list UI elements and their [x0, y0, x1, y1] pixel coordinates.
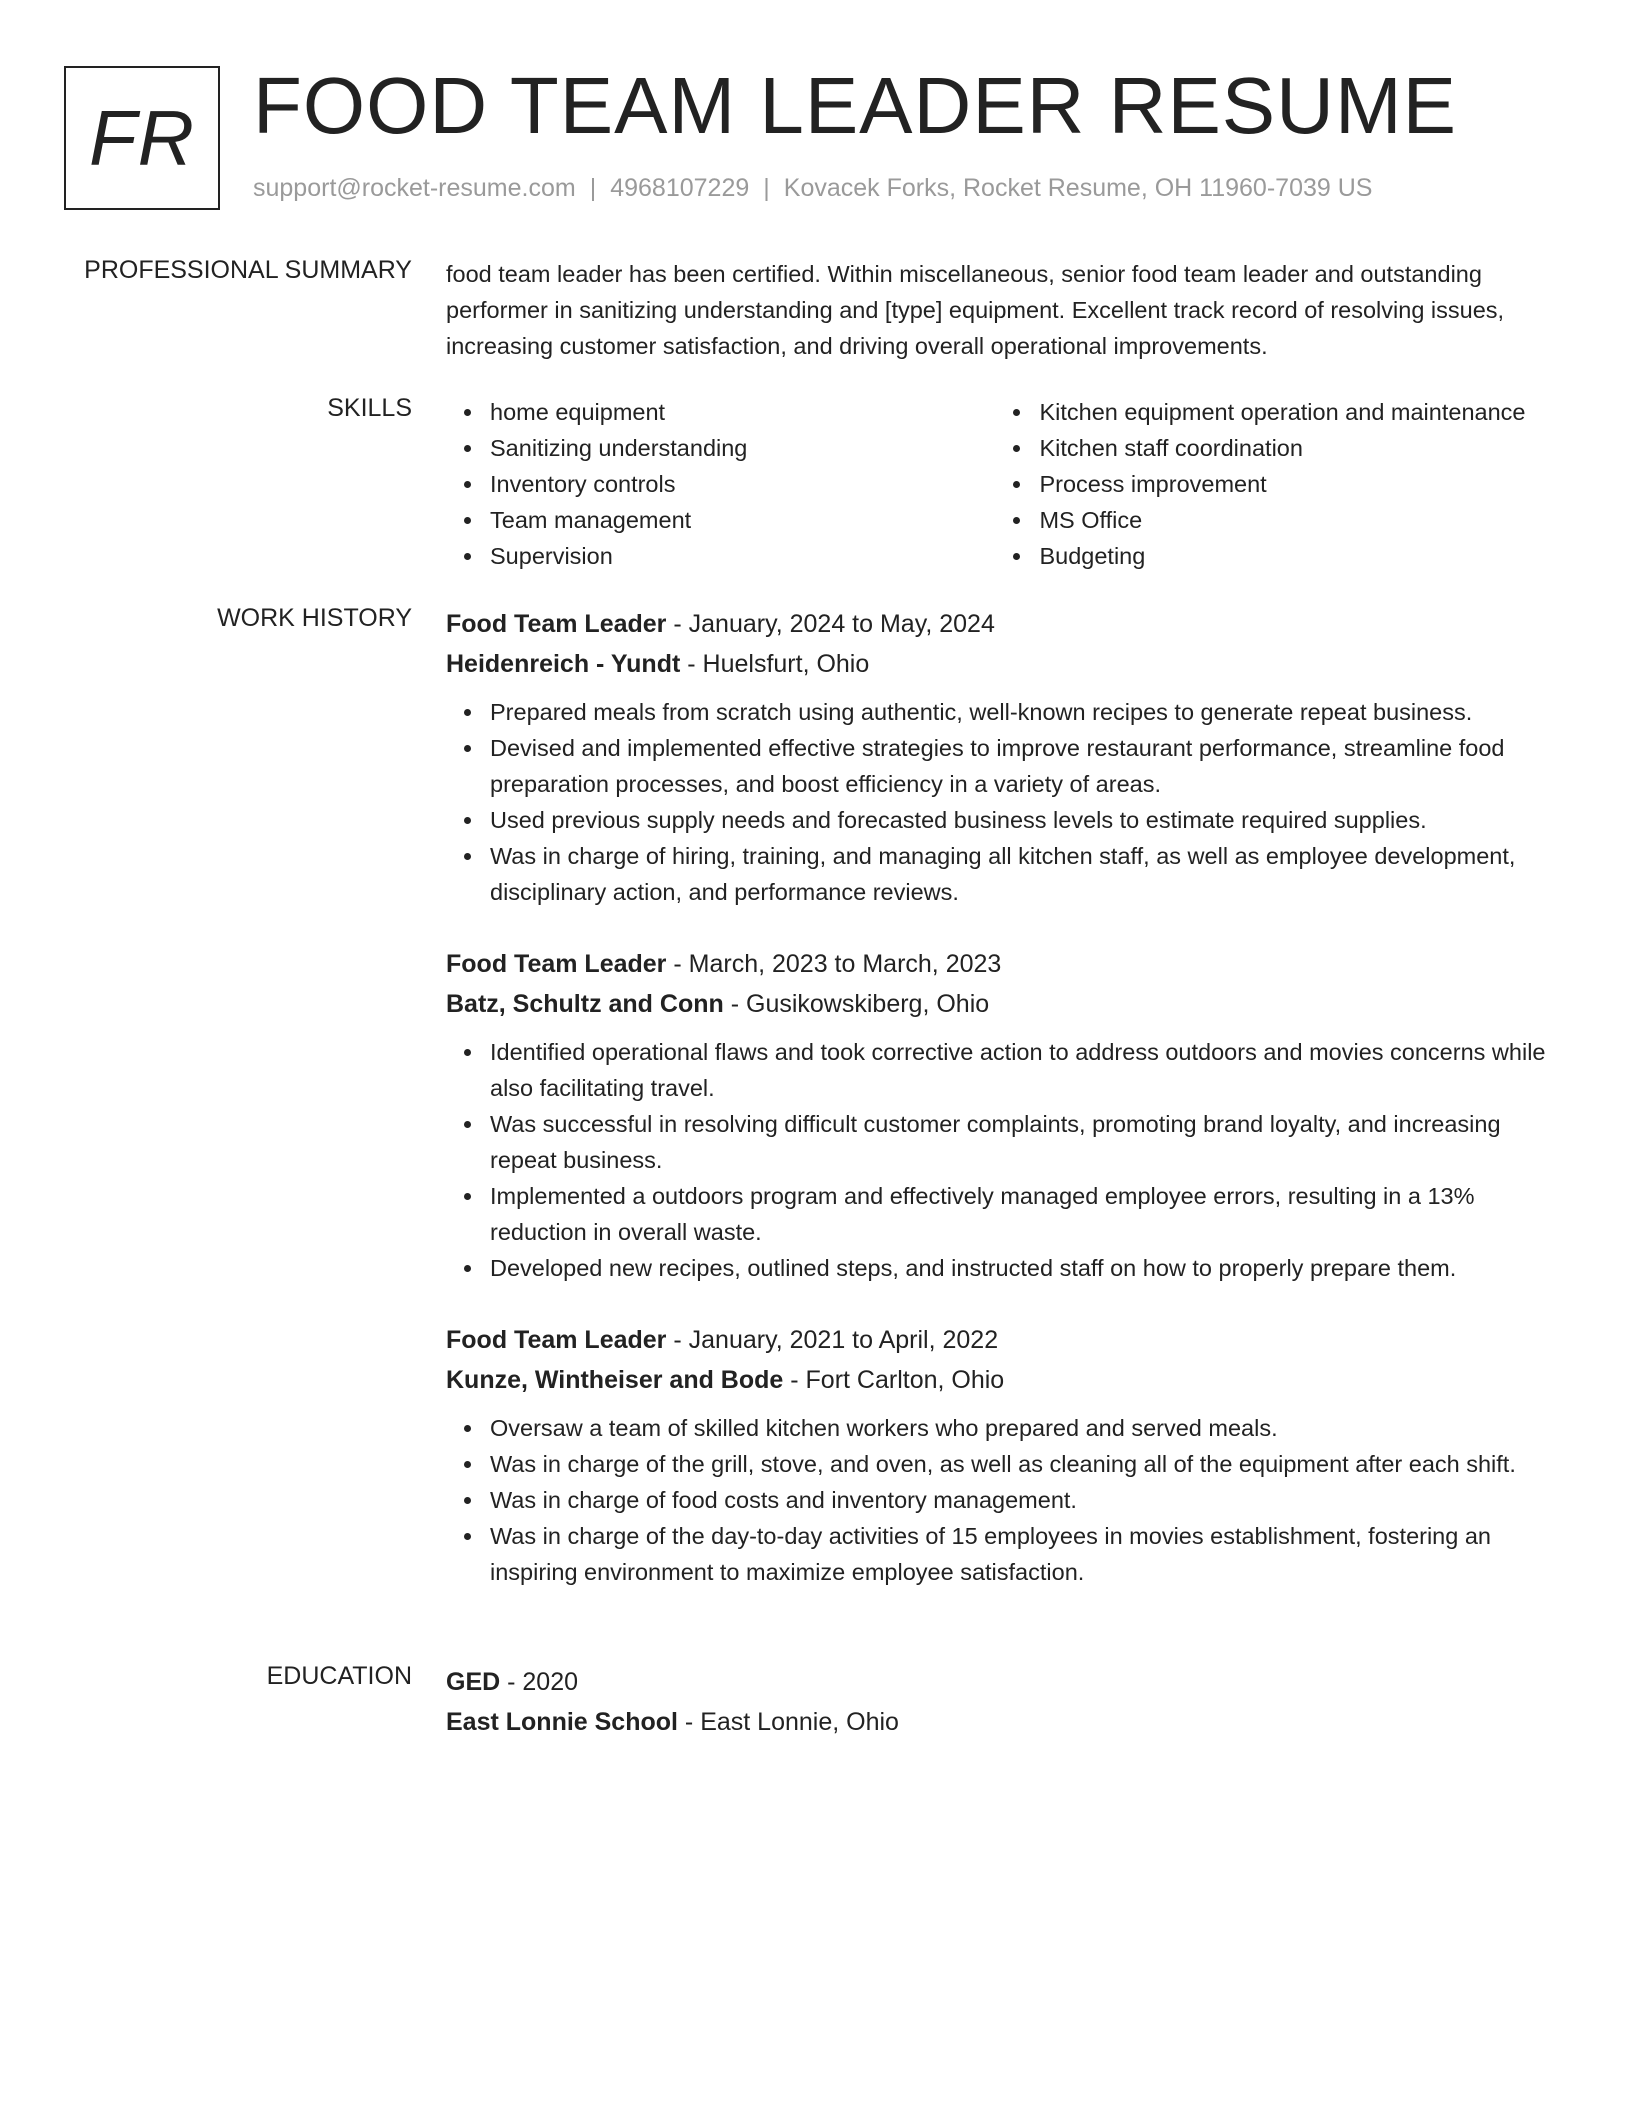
job-company: Kunze, Wintheiser and Bode [446, 1366, 784, 1394]
education-school: East Lonnie School [446, 1708, 678, 1736]
job-entry [446, 1320, 1556, 1590]
contact-phone[interactable]: 4968107229 [610, 174, 750, 202]
job-bullets [446, 1410, 1556, 1590]
contact-separator: | [589, 174, 597, 202]
resume-header [64, 61, 1568, 212]
job-dates: - March, 2023 to March, 2023 [666, 950, 1002, 978]
skill-item: Supervision [490, 538, 995, 574]
skills-column-right [995, 394, 1556, 574]
skills-column-left [446, 394, 995, 574]
job-bullet: Was in charge of the day-to-day activities of 15 employees in movies establishment, fostering an inspiring environment to maximize employee satisfaction. [490, 1518, 1556, 1590]
section-label-education: EDUCATION [266, 1662, 412, 1690]
job-bullets [446, 694, 1556, 910]
job-title-line [446, 604, 1556, 644]
job-bullet: Was successful in resolving difficult customer complaints, promoting brand loyalty, and increasing repeat business. [490, 1106, 1556, 1178]
education-school-line [446, 1702, 1556, 1742]
contact-line [253, 174, 1372, 203]
job-location: - Gusikowskiberg, Ohio [723, 990, 990, 1018]
monogram-logo: FR [64, 66, 220, 210]
skill-item: home equipment [490, 394, 995, 430]
skill-item: Budgeting [1039, 538, 1556, 574]
job-company-line [446, 644, 1556, 684]
job-entry [446, 944, 1556, 1286]
job-bullet: Prepared meals from scratch using authentic, well-known recipes to generate repeat business. [490, 694, 1556, 730]
job-dates: - January, 2024 to May, 2024 [666, 610, 995, 638]
job-company: Heidenreich - Yundt [446, 650, 681, 678]
job-bullet: Oversaw a team of skilled kitchen workers who prepared and served meals. [490, 1410, 1556, 1446]
education-year: - 2020 [500, 1668, 579, 1696]
job-bullet: Was in charge of hiring, training, and managing all kitchen staff, as well as employee development, disciplinary action, and performance reviews. [490, 838, 1556, 910]
job-bullet: Was in charge of the grill, stove, and oven, as well as cleaning all of the equipment after each shift. [490, 1446, 1556, 1482]
skill-item: Inventory controls [490, 466, 995, 502]
resume-title: FOOD TEAM LEADER RESUME [253, 61, 1457, 150]
job-bullet: Used previous supply needs and forecasted business levels to estimate required supplies. [490, 802, 1556, 838]
job-bullet: Developed new recipes, outlined steps, and instructed staff on how to properly prepare them. [490, 1250, 1556, 1286]
job-bullet: Identified operational flaws and took corrective action to address outdoors and movies concerns while also facilitating travel. [490, 1034, 1556, 1106]
education-degree: GED [446, 1668, 501, 1696]
job-title: Food Team Leader [446, 950, 667, 978]
skill-item: Kitchen staff coordination [1039, 430, 1556, 466]
job-bullets [446, 1034, 1556, 1286]
job-title: Food Team Leader [446, 610, 667, 638]
job-location: - Fort Carlton, Ohio [783, 1366, 1005, 1394]
job-entry [446, 604, 1556, 910]
skill-item: Kitchen equipment operation and maintenance [1039, 394, 1556, 430]
job-title: Food Team Leader [446, 1326, 667, 1354]
skill-item: MS Office [1039, 502, 1556, 538]
work-history-list [446, 604, 1556, 1624]
job-bullet: Implemented a outdoors program and effectively managed employee errors, resulting in a 13% reduction in overall waste. [490, 1178, 1556, 1250]
contact-address: Kovacek Forks, Rocket Resume, OH 11960-7039 US [783, 174, 1373, 202]
contact-separator: | [763, 174, 770, 202]
job-bullet: Devised and implemented effective strategies to improve restaurant performance, streamline food preparation processes, and boost efficiency in a variety of areas. [490, 730, 1556, 802]
education-entry [446, 1662, 1556, 1742]
job-company-line [446, 1360, 1556, 1400]
job-company-line [446, 984, 1556, 1024]
section-label-skills: SKILLS [327, 394, 412, 422]
skill-item: Process improvement [1039, 466, 1556, 502]
job-location: - Huelsfurt, Ohio [680, 650, 870, 678]
skill-item: Sanitizing understanding [490, 430, 995, 466]
summary-text: food team leader has been certified. Within miscellaneous, senior food team leader and outstanding performer in sanitizing understanding and [type] equipment. Excellent track record of resolving issues, increasing customer satisfaction, and driving overall operational improvements. [446, 261, 1505, 359]
contact-email[interactable]: support@rocket-resume.com [253, 174, 576, 202]
job-bullet: Was in charge of food costs and inventory management. [490, 1482, 1556, 1518]
skill-item: Team management [490, 502, 995, 538]
job-company: Batz, Schultz and Conn [446, 990, 724, 1018]
education-location: - East Lonnie, Ohio [677, 1708, 899, 1736]
section-label-summary: PROFESSIONAL SUMMARY [84, 256, 412, 284]
education-degree-line [446, 1662, 1556, 1702]
job-title-line [446, 944, 1556, 984]
job-title-line [446, 1320, 1556, 1360]
section-label-work-history: WORK HISTORY [217, 604, 412, 632]
job-dates: - January, 2021 to April, 2022 [666, 1326, 999, 1354]
skills-list [446, 394, 1556, 574]
